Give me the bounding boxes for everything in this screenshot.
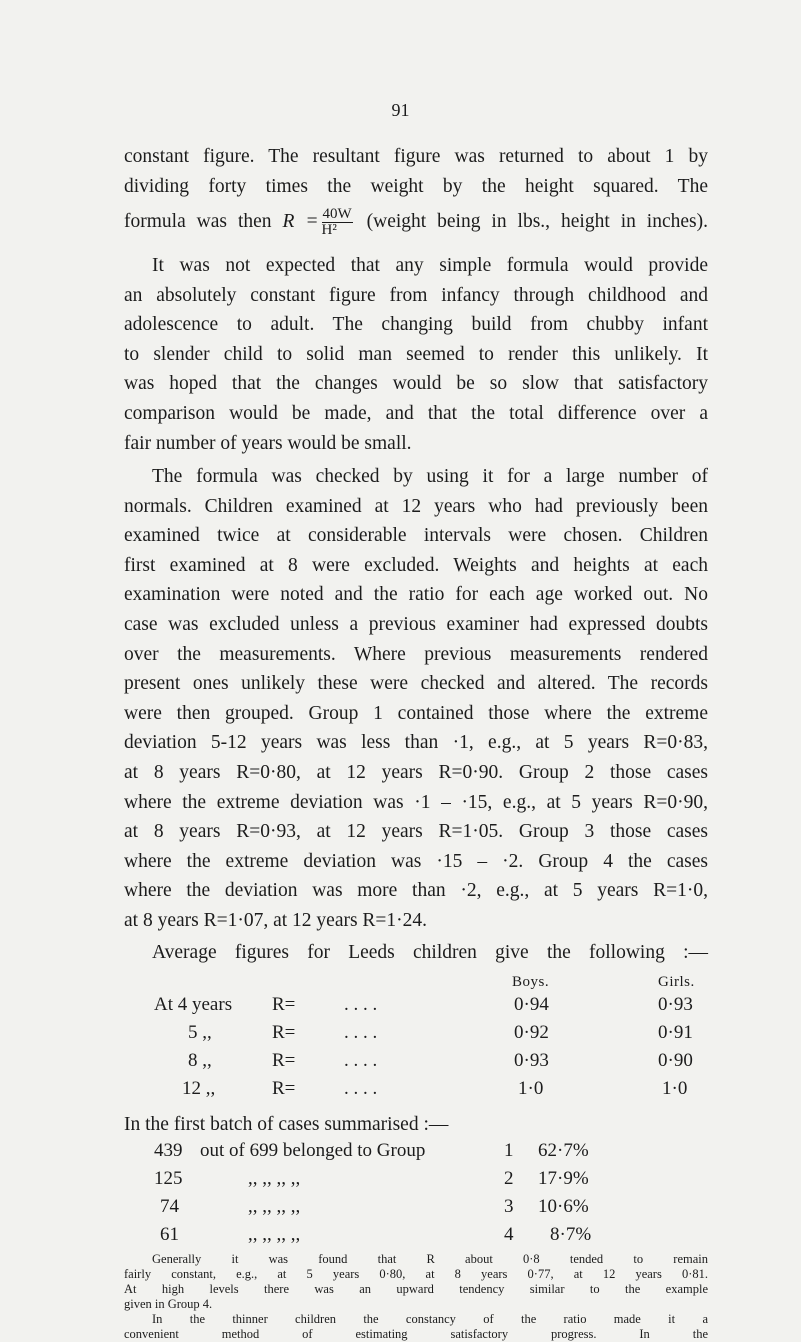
formula-lhs: R = <box>282 211 319 233</box>
leader-dots: . . . . <box>344 1078 378 1099</box>
text-line: were then grouped. Group 1 contained those where the extreme <box>124 702 708 724</box>
text-line: case was excluded unless a previous examiner had expressed doubts <box>124 613 708 635</box>
text-line: fair number of years would be small. <box>124 432 412 454</box>
count-value: 61 <box>160 1224 179 1245</box>
boys-value: 1·0 <box>518 1078 544 1099</box>
formula-fraction <box>322 207 353 238</box>
text-line: Average figures for Leeds children give the following :— <box>152 942 708 963</box>
text-line: examination were noted and the ratio for each age worked out. No <box>124 584 708 606</box>
text-line: The formula was checked by using it for a large number of <box>152 466 708 487</box>
group-number: 1 <box>504 1140 514 1161</box>
text-line: at 8 years R=0·80, at 12 years R=0·90. Group 2 those cases <box>124 761 708 783</box>
text-line: given in Group 4. <box>124 1297 213 1311</box>
leader-dots: . . . . <box>344 1050 378 1071</box>
age-label: 5 ,, <box>188 1022 212 1043</box>
row-text: ,, ,, ,, ,, <box>248 1196 301 1217</box>
boys-value: 0·94 <box>514 994 549 1015</box>
formula-line <box>124 207 708 238</box>
count-value: 439 <box>154 1140 183 1161</box>
paragraph-method <box>124 462 708 936</box>
text-line: at 8 years R=0·93, at 12 years R=1·05. Group 3 those cases <box>124 821 708 843</box>
row-text: ,, ,, ,, ,, <box>248 1224 301 1245</box>
row-text: ,, ,, ,, ,, <box>248 1168 301 1189</box>
boys-value: 0·93 <box>514 1050 549 1071</box>
group-number: 4 <box>504 1224 514 1245</box>
header-boys: Boys. <box>512 974 550 990</box>
text-line: to slender child to solid man seemed to render this unlikely. It <box>124 343 708 365</box>
text-line: where the extreme deviation was ·15 – ·2. Group 4 the cases <box>124 850 708 872</box>
row-text: out of 699 belonged to Group <box>200 1140 426 1161</box>
text-line: first examined at 8 were excluded. Weights and heights at each <box>124 554 708 576</box>
leader-dots: . . . . <box>344 1022 378 1043</box>
girls-value: 1·0 <box>662 1078 688 1099</box>
text-line: constant figure. The resultant figure was returned to about 1 by <box>124 146 708 167</box>
text-line: comparison would be made, and that the total difference over a <box>124 402 708 424</box>
formula-numerator: 40W <box>322 206 352 223</box>
text-line: It was not expected that any simple formula would provide <box>152 255 708 276</box>
text-line: adolescence to adult. The changing build from chubby infant <box>124 314 708 336</box>
age-label: At 4 years <box>154 994 233 1015</box>
percent-value: 8·7% <box>550 1224 592 1245</box>
ratio-symbol: R= <box>272 1050 296 1071</box>
ratio-symbol: R= <box>272 994 296 1015</box>
text-line: examined twice at considerable intervals were chosen. Children <box>124 525 708 547</box>
text-line: At high levels there was an upward tendency similar to the example <box>124 1282 708 1296</box>
boys-value: 0·92 <box>514 1022 549 1043</box>
count-value: 74 <box>160 1196 179 1217</box>
text-line: In the first batch of cases summarised :— <box>124 1114 449 1135</box>
paragraph-expectation <box>124 251 708 458</box>
percent-value: 10·6% <box>538 1196 589 1217</box>
text-line: present ones unlikely these were checked and altered. The records <box>124 673 708 695</box>
text-line: where the extreme deviation was ·1 – ·15, e.g., at 5 years R=0·90, <box>124 791 708 813</box>
page-number: 91 <box>391 100 410 120</box>
age-label: 12 ,, <box>182 1078 216 1099</box>
girls-value: 0·90 <box>658 1050 693 1071</box>
text-line: fairly constant, e.g., at 5 years 0·80, at 8 years 0·77, at 12 years 0·81. <box>124 1267 708 1281</box>
girls-value: 0·91 <box>658 1022 693 1043</box>
girls-value: 0·93 <box>658 994 693 1015</box>
leader-dots: . . . . <box>344 994 378 1015</box>
percent-value: 62·7% <box>538 1140 589 1161</box>
ratio-symbol: R= <box>272 1078 296 1099</box>
formula-denominator: H² <box>321 222 337 239</box>
paragraph-formula-intro <box>124 142 708 238</box>
text-line: dividing forty times the weight by the height squared. The <box>124 175 708 197</box>
count-value: 125 <box>154 1168 183 1189</box>
text-line: Generally it was found that R about 0·8 tended to remain <box>152 1252 708 1266</box>
text-line: deviation 5-12 years was less than ·1, e.g., at 5 years R=0·83, <box>124 732 708 754</box>
average-table <box>0 968 801 1098</box>
closing-paragraphs <box>124 1252 708 1342</box>
batch-intro <box>124 1110 708 1140</box>
text-fragment: formula was then <box>124 211 272 233</box>
text-line: an absolutely constant figure from infancy through childhood and <box>124 284 708 306</box>
average-intro <box>124 938 708 968</box>
text-line: was hoped that the changes would be so slow that satisfactory <box>124 373 708 395</box>
ratio-symbol: R= <box>272 1022 296 1043</box>
text-line: at 8 years R=1·07, at 12 years R=1·24. <box>124 909 428 931</box>
percent-value: 17·9% <box>538 1168 589 1189</box>
age-label: 8 ,, <box>188 1050 212 1071</box>
paragraph-findings <box>124 1164 708 1253</box>
text-line: where the deviation was more than ·2, e.g., at 5 years R=1·0, <box>124 880 708 902</box>
text-line: over the measurements. Where previous measurements rendered <box>124 643 708 665</box>
text-fragment: (weight being in lbs., height in inches). <box>366 211 708 233</box>
text-line: normals. Children examined at 12 years who had previously been <box>124 495 708 517</box>
text-line: In the thinner children the constancy of the ratio made it a <box>152 1312 708 1326</box>
group-number: 3 <box>504 1196 514 1217</box>
group-number: 2 <box>504 1168 514 1189</box>
text-line: convenient method of estimating satisfactory progress. In the <box>124 1327 708 1341</box>
header-girls: Girls. <box>658 974 695 990</box>
